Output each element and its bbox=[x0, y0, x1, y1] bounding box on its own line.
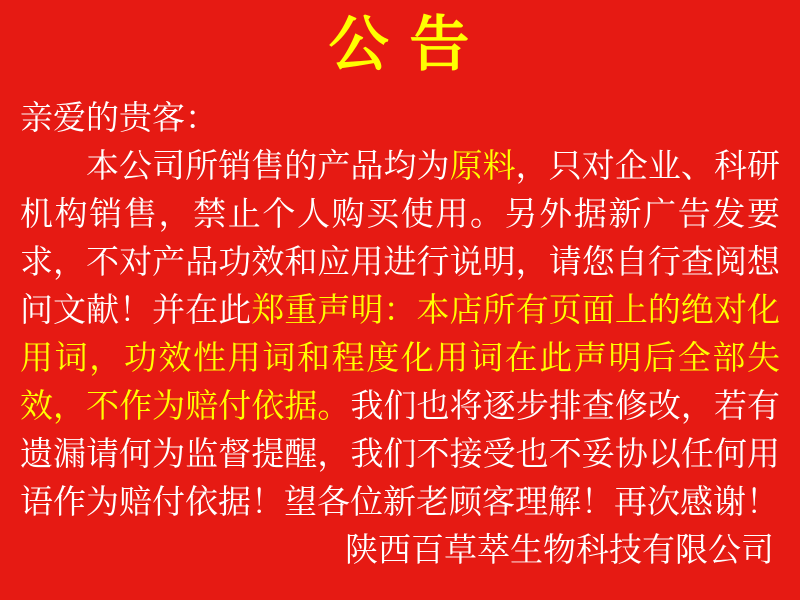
highlight-segment-declaration: 郑重声明：本店所有页面上的绝对化用词，功效性用词和程度化用词在此声明后全部失效，不作为赔付依据。 bbox=[20, 291, 781, 424]
text-segment-2: ，只对企业、科研机构销售，禁止个人购买使用。另外据新广告发要求，不对产品功效和应用进行说明，请您自行查阅想问文献！并在此 bbox=[20, 147, 781, 328]
notice-title: 公 告 bbox=[328, 11, 472, 78]
greeting-line: 亲爱的贵客： bbox=[20, 99, 218, 136]
text-segment-3: 我们也将逐步排查修改，若有遗漏请何为监督提醒，我们不接受也不妥协以任何用语作为赔付依据！望各位新老顾客理解！再次感谢！ bbox=[20, 387, 781, 520]
highlight-segment-raw-material: 原料 bbox=[449, 147, 516, 184]
notice-paragraph bbox=[20, 142, 780, 526]
notice-body bbox=[20, 94, 780, 574]
company-signature: 陕西百草萃生物科技有限公司 bbox=[345, 531, 774, 568]
text-segment-1: 本公司所销售的产品均为 bbox=[86, 147, 450, 184]
